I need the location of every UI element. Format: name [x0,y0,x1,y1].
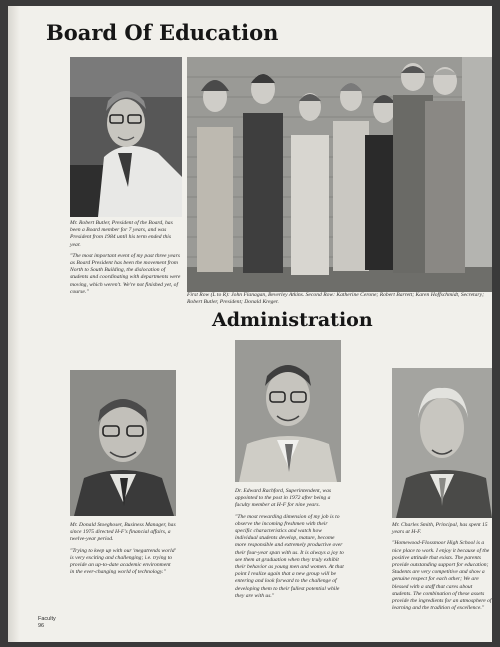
smith-photo [392,368,492,518]
stoeghoser-quote: "Trying to keep up with our 'megatrends world' is very exciting and challenging; i.e. trying to provide an up-to-date academic environment in the ever-changing world of technology." [70,547,176,576]
butler-quote: "The most important event of my past three years as Board President has been the movement from North to South Building, the dislocation of students and coordinating with departments were moving, which weren't. We're not finished yet, of course." [70,252,181,295]
smith-quote: "Homewood-Flossmoor High School is a nice place to work. I enjoy it because of the positive attitude that exists. The parents provide outstanding support for education; Students are very competitive and show a genuine respect for each other; We are blessed with a staff that cares about students. The combination of these assets provide the ingredients for an atmosphere of learning and the tradition of excellence." [392,540,492,612]
footer-section-label: Faculty [38,616,56,622]
administration-title: Administration [212,309,373,331]
stoeghoser-bio: Mr. Donald Stoeghoser, Business Manager, has since 1975 directed H-F's financial affairs, a twelve-year period. [70,522,176,543]
smith-bio: Mr. Charles Smith, Principal, has spent 15 years at H-F. [392,522,488,536]
rachford-caption [235,488,345,604]
page-footer [38,616,56,630]
board-group-photo [187,57,492,292]
butler-bio: Mr. Robert Butler, President of the Board, has been a Board member for 7 years, and was President from 1984 until his term ended this year. [70,220,173,248]
stoeghoser-photo [70,370,176,516]
rachford-photo [235,340,341,482]
rachford-bio: Dr. Edward Rachford, Superintendent, was appointed to the post in 1972 after being a faculty member at H-F for nine years. [235,488,332,509]
group-photo-caption: First Row (L to R): John Flanagan, Beverley Atkins. Second Row: Katherine Cerone; Robert Barrett; Karen Hoffschmidt, Secretary; Robert Butler, President; Donald Kreger. [187,292,484,306]
board-title: Board Of Education [46,20,279,45]
smith-caption [392,522,492,616]
stoeghoser-caption [70,522,176,580]
footer-page-number: 96 [38,623,45,629]
page-binding [8,6,20,642]
butler-photo [70,57,182,217]
rachford-quote: "The most rewarding dimension of my job is to observe the incoming freshmen with their specific characteristics and watch how individual students develop, mature, become more responsible and extremely productive over their four-year span with us. It is always a joy to see them at graduation when they truly exhibit their behavior as young men and women. At that point I realize again that a new group will be entering and look forward to the challenge of developing them to their fullest potential while they are with us." [235,513,344,599]
butler-caption [70,220,183,300]
yearbook-page [8,6,492,642]
